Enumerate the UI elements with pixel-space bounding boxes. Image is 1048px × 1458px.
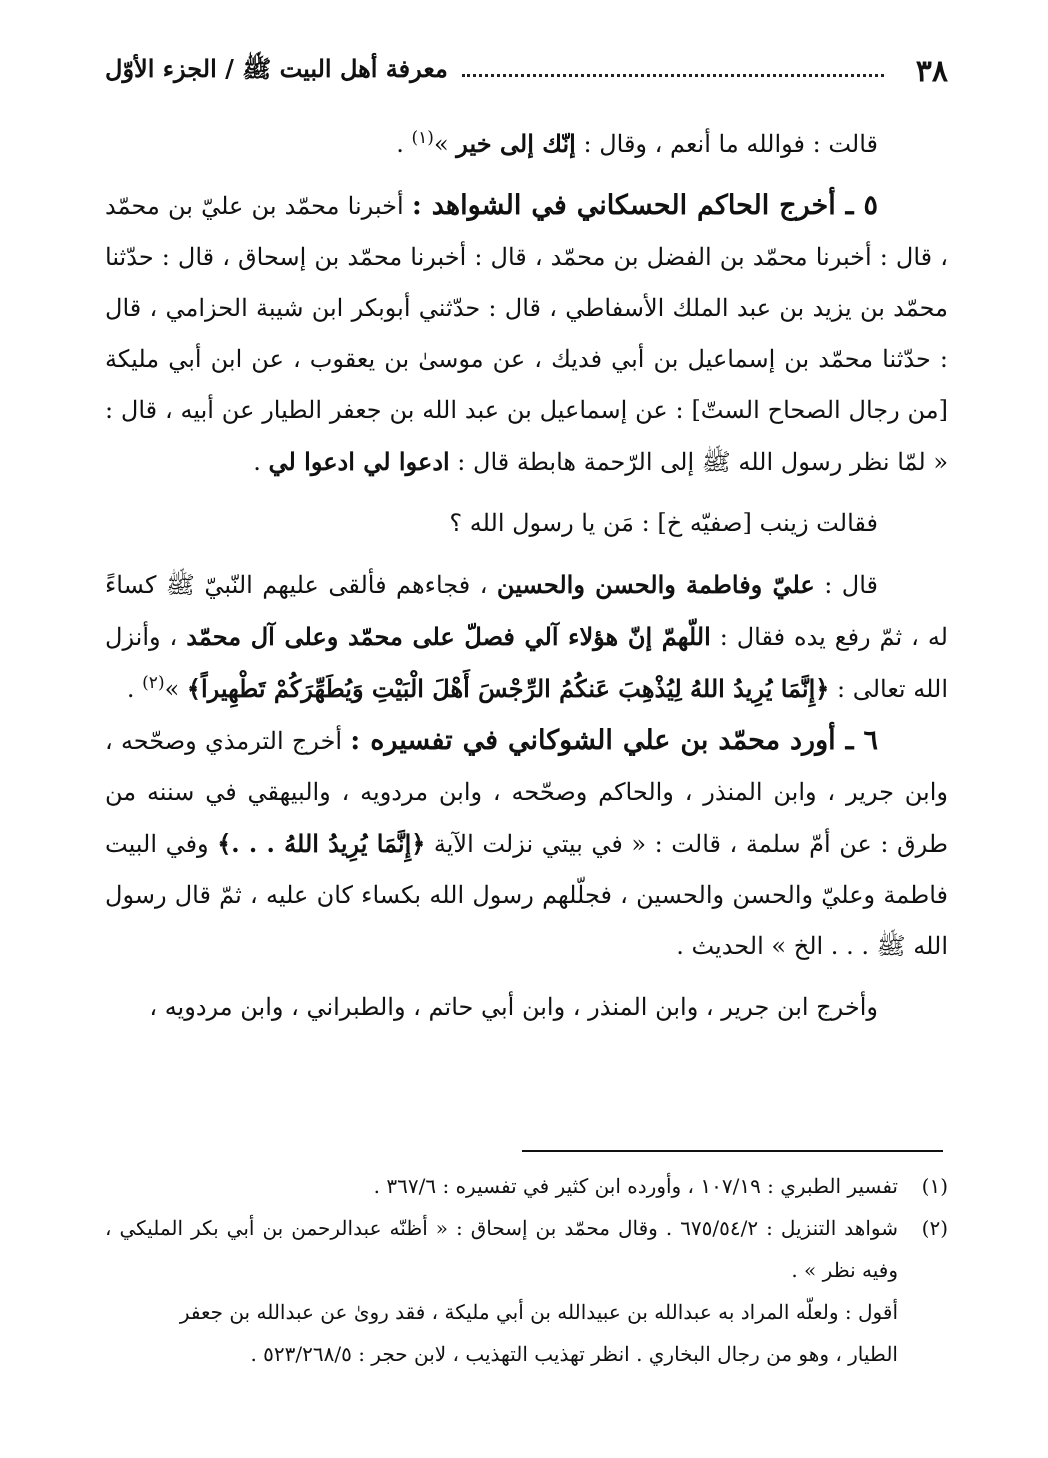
commentary-line: الطيار ، وهو من رجال البخاري . انظر تهذيب التهذيب ، لابن حجر : ٥٢٣/٢٦٨/٥ . (250, 1342, 898, 1366)
footnotes (105, 1165, 948, 1375)
text: أخبرنا محمّد بن عليّ بن محمّد ، قال : أخبرنا محمّد بن الفضل بن محمّد ، قال : أخبرنا محمّد بن إسحاق ، قال : حدّثنا محمّد بن يزيد بن عبد الملك الأسفاطي ، قال : حدّثني أبوبكر ابن شيبة الحزامي ، قال : حدّثنا محمّد بن إسماعيل بن أبي فديك ، عن موسىٰ بن يعقوب ، عن ابن أبي مليكة [من رجال الصحاح الستّ] : عن إسماعيل بن عبد الله بن جعفر الطيار عن أبيه ، قال : « لمّا نظر رسول الله ﷺ إلى الرّحمة هابطة قال : (105, 192, 948, 476)
page-number: ٣٨ (915, 53, 948, 89)
text-tail: . (253, 448, 269, 476)
quote-close: » (433, 130, 457, 158)
supplication-bold: اللّهمّ إنّ هؤلاء آلي فصلّ على محمّد وعلى آل محمّد (186, 622, 711, 651)
quran-verse: ﴿إِنَّمَا يُرِيدُ اللهُ . . .﴾ (217, 829, 426, 858)
text: وأخرج ابن جرير ، وابن المنذر ، وابن أبي حاتم ، والطبراني ، وابن مردويه ، (149, 993, 878, 1021)
footnote-ref-1[interactable]: (١) (411, 128, 434, 148)
quran-verse: ﴿إِنَّمَا يُرِيدُ اللهُ لِيُذْهِبَ عَنكُمُ الرِّجْسَ أَهْلَ الْبَيْتِ وَيُطَهِّرَكُمْ تَطْهِيراً﴾ (186, 674, 830, 703)
header-dot-leader (462, 74, 884, 77)
running-header (105, 46, 948, 96)
quote-bold: ادعوا لي ادعوا لي (268, 447, 450, 476)
quote-close: » (164, 675, 187, 703)
section-heading-6: ٦ ـ أورد محمّد بن علي الشوكاني في تفسيره : (350, 725, 878, 756)
section-heading-5: ٥ ـ أخرج الحاكم الحسكاني في الشواهد : (411, 190, 879, 221)
text: وفي البيت فاطمة وعليّ والحسن والحسين ، فجلّلهم رسول الله بكساء كان عليه ، ثمّ قال رسول الله ﷺ . . . الخ » الحديث . (105, 830, 948, 960)
footnote-number: (٢) (921, 1216, 948, 1240)
main-text (105, 118, 948, 1033)
text: أخرج الترمذي وصحّحه ، وابن جرير ، وابن المنذر ، والحاكم وصحّحه ، وابن مردويه ، والبيهقي في سننه من طرق : عن أمّ سلمة ، قالت : « في بيتي نزلت الآية (105, 727, 949, 858)
text-tail: . (396, 130, 412, 158)
commentary-line: أقول : ولعلّه المراد به عبدالله بن عبيدالله بن أبي مليكة ، فقد روىٰ عن عبدالله بن جعفر (179, 1300, 898, 1324)
footnote-2 (105, 1207, 948, 1291)
paragraph-3 (105, 498, 948, 549)
footnote-text: تفسير الطبري : ١٠٧/١٩ ، وأورده ابن كثير في تفسيره : ٣٦٧/٦ . (373, 1174, 898, 1198)
footnote-number: (١) (921, 1174, 948, 1198)
names-bold: عليّ وفاطمة والحسن والحسين (496, 570, 815, 599)
paragraph-4 (105, 559, 948, 715)
text: ، فجاءهم فألقى عليهم النّبيّ ﷺ كساءً له ، ثمّ رفع يده فقال : (105, 571, 948, 651)
footnote-commentary (105, 1291, 948, 1375)
text: قالت : فوالله ما أنعم ، وقال : (575, 130, 878, 158)
paragraph-1 (105, 118, 948, 170)
text: قال : (814, 571, 878, 599)
quote-bold: إنّك إلى خير (456, 129, 576, 158)
text-tail: . (126, 675, 143, 703)
footnote-text: شواهد التنزيل : ٦٧٥/٥٤/٢ . وقال محمّد بن إسحاق : « أظنّه عبدالرحمن بن أبي بكر المليكي ، وفيه نظر » . (105, 1216, 898, 1282)
text: فقالت زينب [صفيّه خ] : مَن يا رسول الله ؟ (449, 509, 878, 537)
text: ، وأنزل الله تعالى : (105, 623, 948, 703)
paragraph-5 (105, 715, 948, 972)
paragraph-2 (105, 180, 948, 488)
paragraph-6 (105, 982, 948, 1033)
running-title: معرفة أهل البيت ﷺ / الجزء الأوّل (105, 53, 448, 83)
footnote-1 (105, 1165, 948, 1207)
footnote-ref-2[interactable]: (٢) (142, 673, 165, 693)
footnote-divider (522, 1150, 943, 1152)
